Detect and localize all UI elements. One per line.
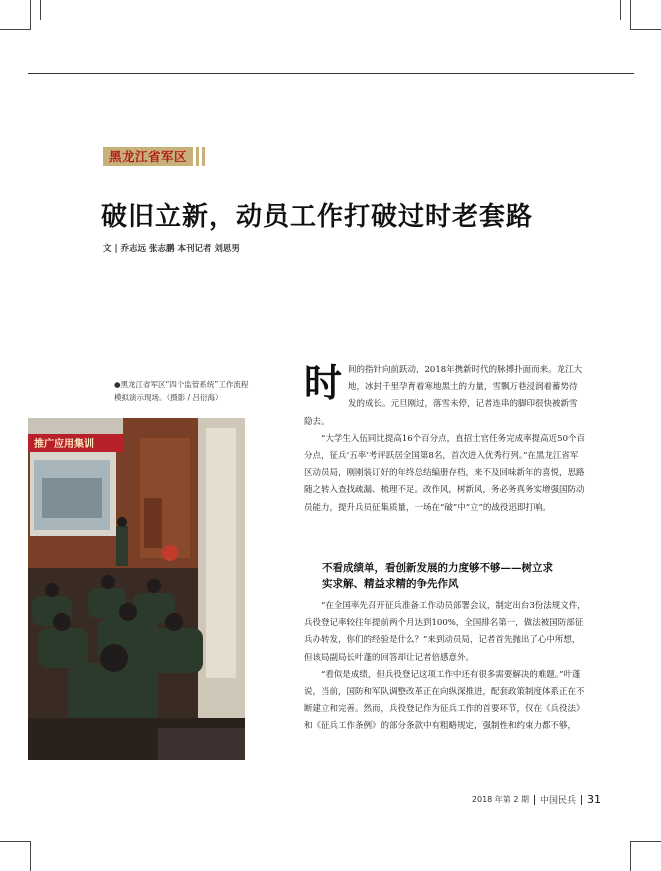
crop-mark [30, 0, 31, 30]
crop-mark [630, 841, 631, 871]
crop-mark [0, 29, 30, 30]
photo-illustration [28, 418, 245, 760]
paragraph: 间的指针向前跃动，2018年携新时代的脉搏扑面而来。龙江大地，冰封千里孕育着寒地黑土的力量，雪飘万巷浸润着蓄势待发的成长。元旦刚过，落雪未停，记者连串的脚印很快被新雪隐去。 [304, 365, 583, 427]
footer-divider [534, 795, 535, 805]
paragraph: “看似是成绩，但兵役登记这项工作中还有很多需要解决的难题。”叶蓬说，当前，国防和军队调整改革正在向纵深推进，配套政策制度体系正在不断建立和完善。然而，兵役登记作为征兵工作的首要环节，仅在《兵役法》和《征兵工作条例》的部分条款中有粗略规定，强制性和约束力都不够， [304, 669, 585, 732]
crop-mark [631, 29, 661, 30]
article-body-bottom [304, 598, 586, 736]
section-tag-label: 黑龙江省军区 [103, 147, 193, 166]
byline: 文 | 乔志远 张志鹏 本刊记者 刘思男 [103, 244, 240, 254]
page-footer [472, 793, 601, 806]
crop-mark [620, 0, 621, 20]
photo-caption: ●黑龙江省军区“四个监管系统”工作流程模拟演示现场。（摄影 / 吕衍海） [114, 380, 249, 402]
crop-mark [631, 841, 661, 842]
article-body-top [304, 362, 586, 517]
crop-mark [30, 841, 31, 871]
issue-label: 2018 年第 2 期 [471, 795, 529, 804]
section-subheading: 不看成绩单，看创新发展的力度够不够——树立求实求解、精益求精的争先作风 [322, 562, 553, 590]
magazine-name: 中国民兵 [539, 796, 576, 806]
article-photo [28, 418, 245, 760]
screen-banner-text: 推广应用集训 [34, 439, 94, 450]
crop-mark [630, 0, 631, 30]
section-tag [103, 147, 205, 166]
dropcap: 时 [304, 361, 343, 405]
paragraph: “在全国率先召开征兵准备工作动员部署会议，制定出台3份法规文件，兵役登记率较往年提前两个月达到100%，全国排名第一，做法被国防部征兵办转发，你们的经验是什么？”来到动员局，记者首先抛出了心中所想，但该局副局长叶蓬的回答却让记者倍感意外。 [304, 601, 586, 663]
header-rule [28, 73, 634, 74]
paragraph: “大学生入伍同比提高16个百分点，直招士官任务完成率提高近50个百分点，征兵‘五率’考评跃居全国第8名，首次进入优秀行列。”在黑龙江省军区动员局，刚刚装订好的年终总结编册存档，来不及回味新年的喜悦，思路随之转入查找疏漏、梳理不足。改作风，树新风，务必务真务实增强国防动员能力，提升兵员征集质量，一场在“破”中“立”的战役迅即打响。 [304, 433, 585, 513]
footer-divider [581, 795, 582, 805]
page-number: 31 [587, 793, 601, 806]
crop-mark [0, 841, 30, 842]
article-title: 破旧立新，动员工作打破过时老套路 [101, 202, 534, 232]
section-tag-bar [196, 147, 199, 166]
crop-mark [40, 0, 41, 20]
section-tag-bar [202, 147, 205, 166]
